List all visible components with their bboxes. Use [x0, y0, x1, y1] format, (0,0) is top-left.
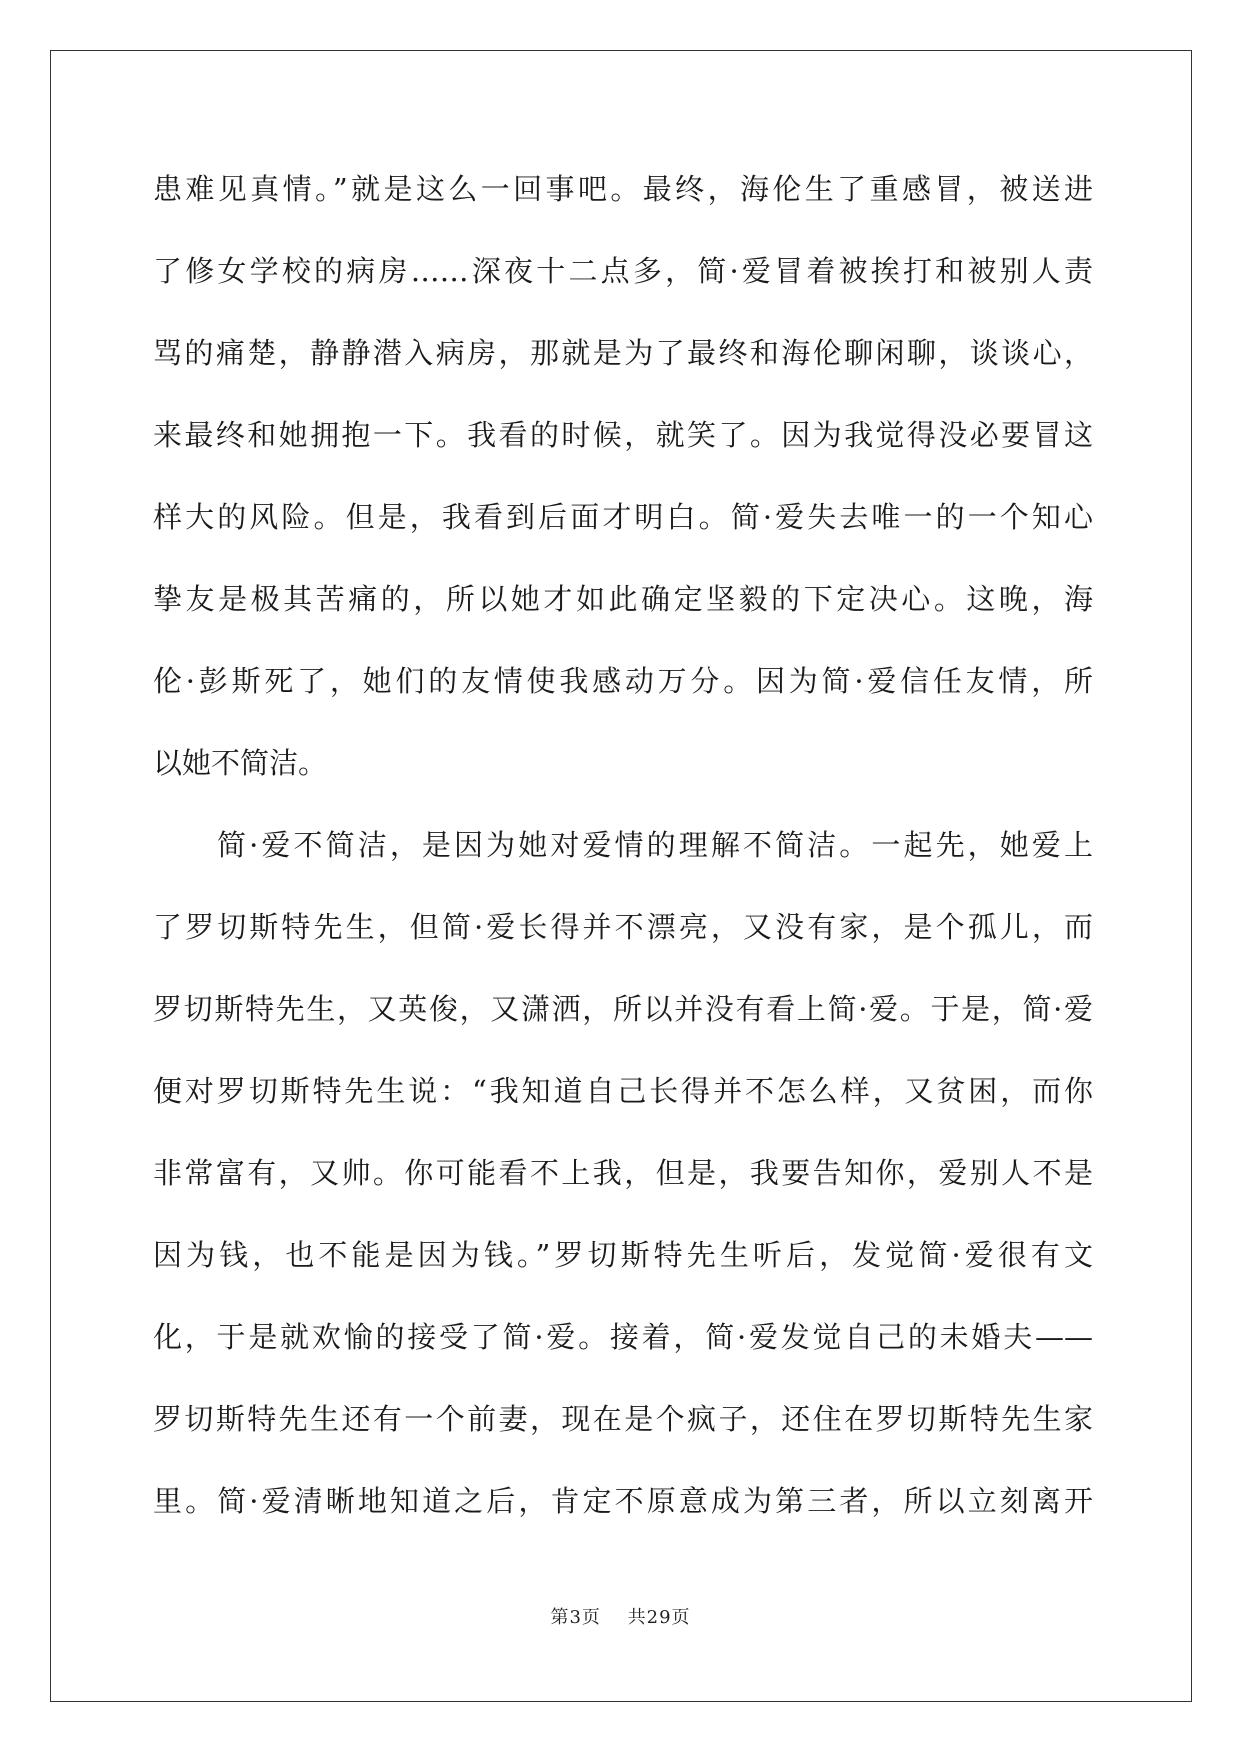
text-line: 因为钱，也不能是因为钱。”罗切斯特先生听后，发觉简·爱很有文: [153, 1238, 1093, 1272]
text-line: 里。简·爱清晰地知道之后，肯定不原意成为第三者，所以立刻离开: [153, 1484, 1093, 1518]
page-footer: [0, 1603, 1241, 1629]
text-line: 了修女学校的病房……深夜十二点多，简·爱冒着被挨打和被别人责: [153, 254, 1093, 288]
text-line: 罗切斯特先生还有一个前妻，现在是个疯子，还住在罗切斯特先生家: [153, 1402, 1093, 1436]
text-line: 非常富有，又帅。你可能看不上我，但是，我要告知你，爱别人不是: [153, 1156, 1093, 1190]
text-line: 患难见真情。”就是这么一回事吧。最终，海伦生了重感冒，被送进: [153, 172, 1093, 206]
text-line: 以她不简洁。: [153, 746, 328, 780]
text-line: 了罗切斯特先生，但简·爱长得并不漂亮，又没有家，是个孤儿，而: [153, 910, 1093, 944]
text-line: 便对罗切斯特先生说：“我知道自己长得并不怎么样，又贫困，而你: [153, 1074, 1093, 1108]
text-line: 伦·彭斯死了，她们的友情使我感动万分。因为简·爱信任友情，所: [153, 664, 1093, 698]
text-line: 挚友是极其苦痛的，所以她才如此确定坚毅的下定决心。这晚，海: [153, 582, 1093, 616]
text-line: 来最终和她拥抱一下。我看的时候，就笑了。因为我觉得没必要冒这: [153, 418, 1093, 452]
text-line: 样大的风险。但是，我看到后面才明白。简·爱失去唯一的一个知心: [153, 500, 1093, 534]
page-total: 共29页: [627, 1607, 691, 1628]
page-number: 第3页: [550, 1607, 601, 1628]
text-line: 骂的痛楚，静静潜入病房，那就是为了最终和海伦聊闲聊，谈谈心，: [153, 336, 1093, 370]
body-text: [153, 159, 1093, 1553]
text-line: 罗切斯特先生，又英俊，又潇洒，所以并没有看上简·爱。于是，简·爱: [153, 992, 1093, 1026]
text-line: 简·爱不简洁，是因为她对爱情的理解不简洁。一起先，她爱上: [217, 828, 1093, 862]
text-line: 化，于是就欢愉的接受了简·爱。接着，简·爱发觉自己的未婚夫——: [153, 1320, 1093, 1354]
